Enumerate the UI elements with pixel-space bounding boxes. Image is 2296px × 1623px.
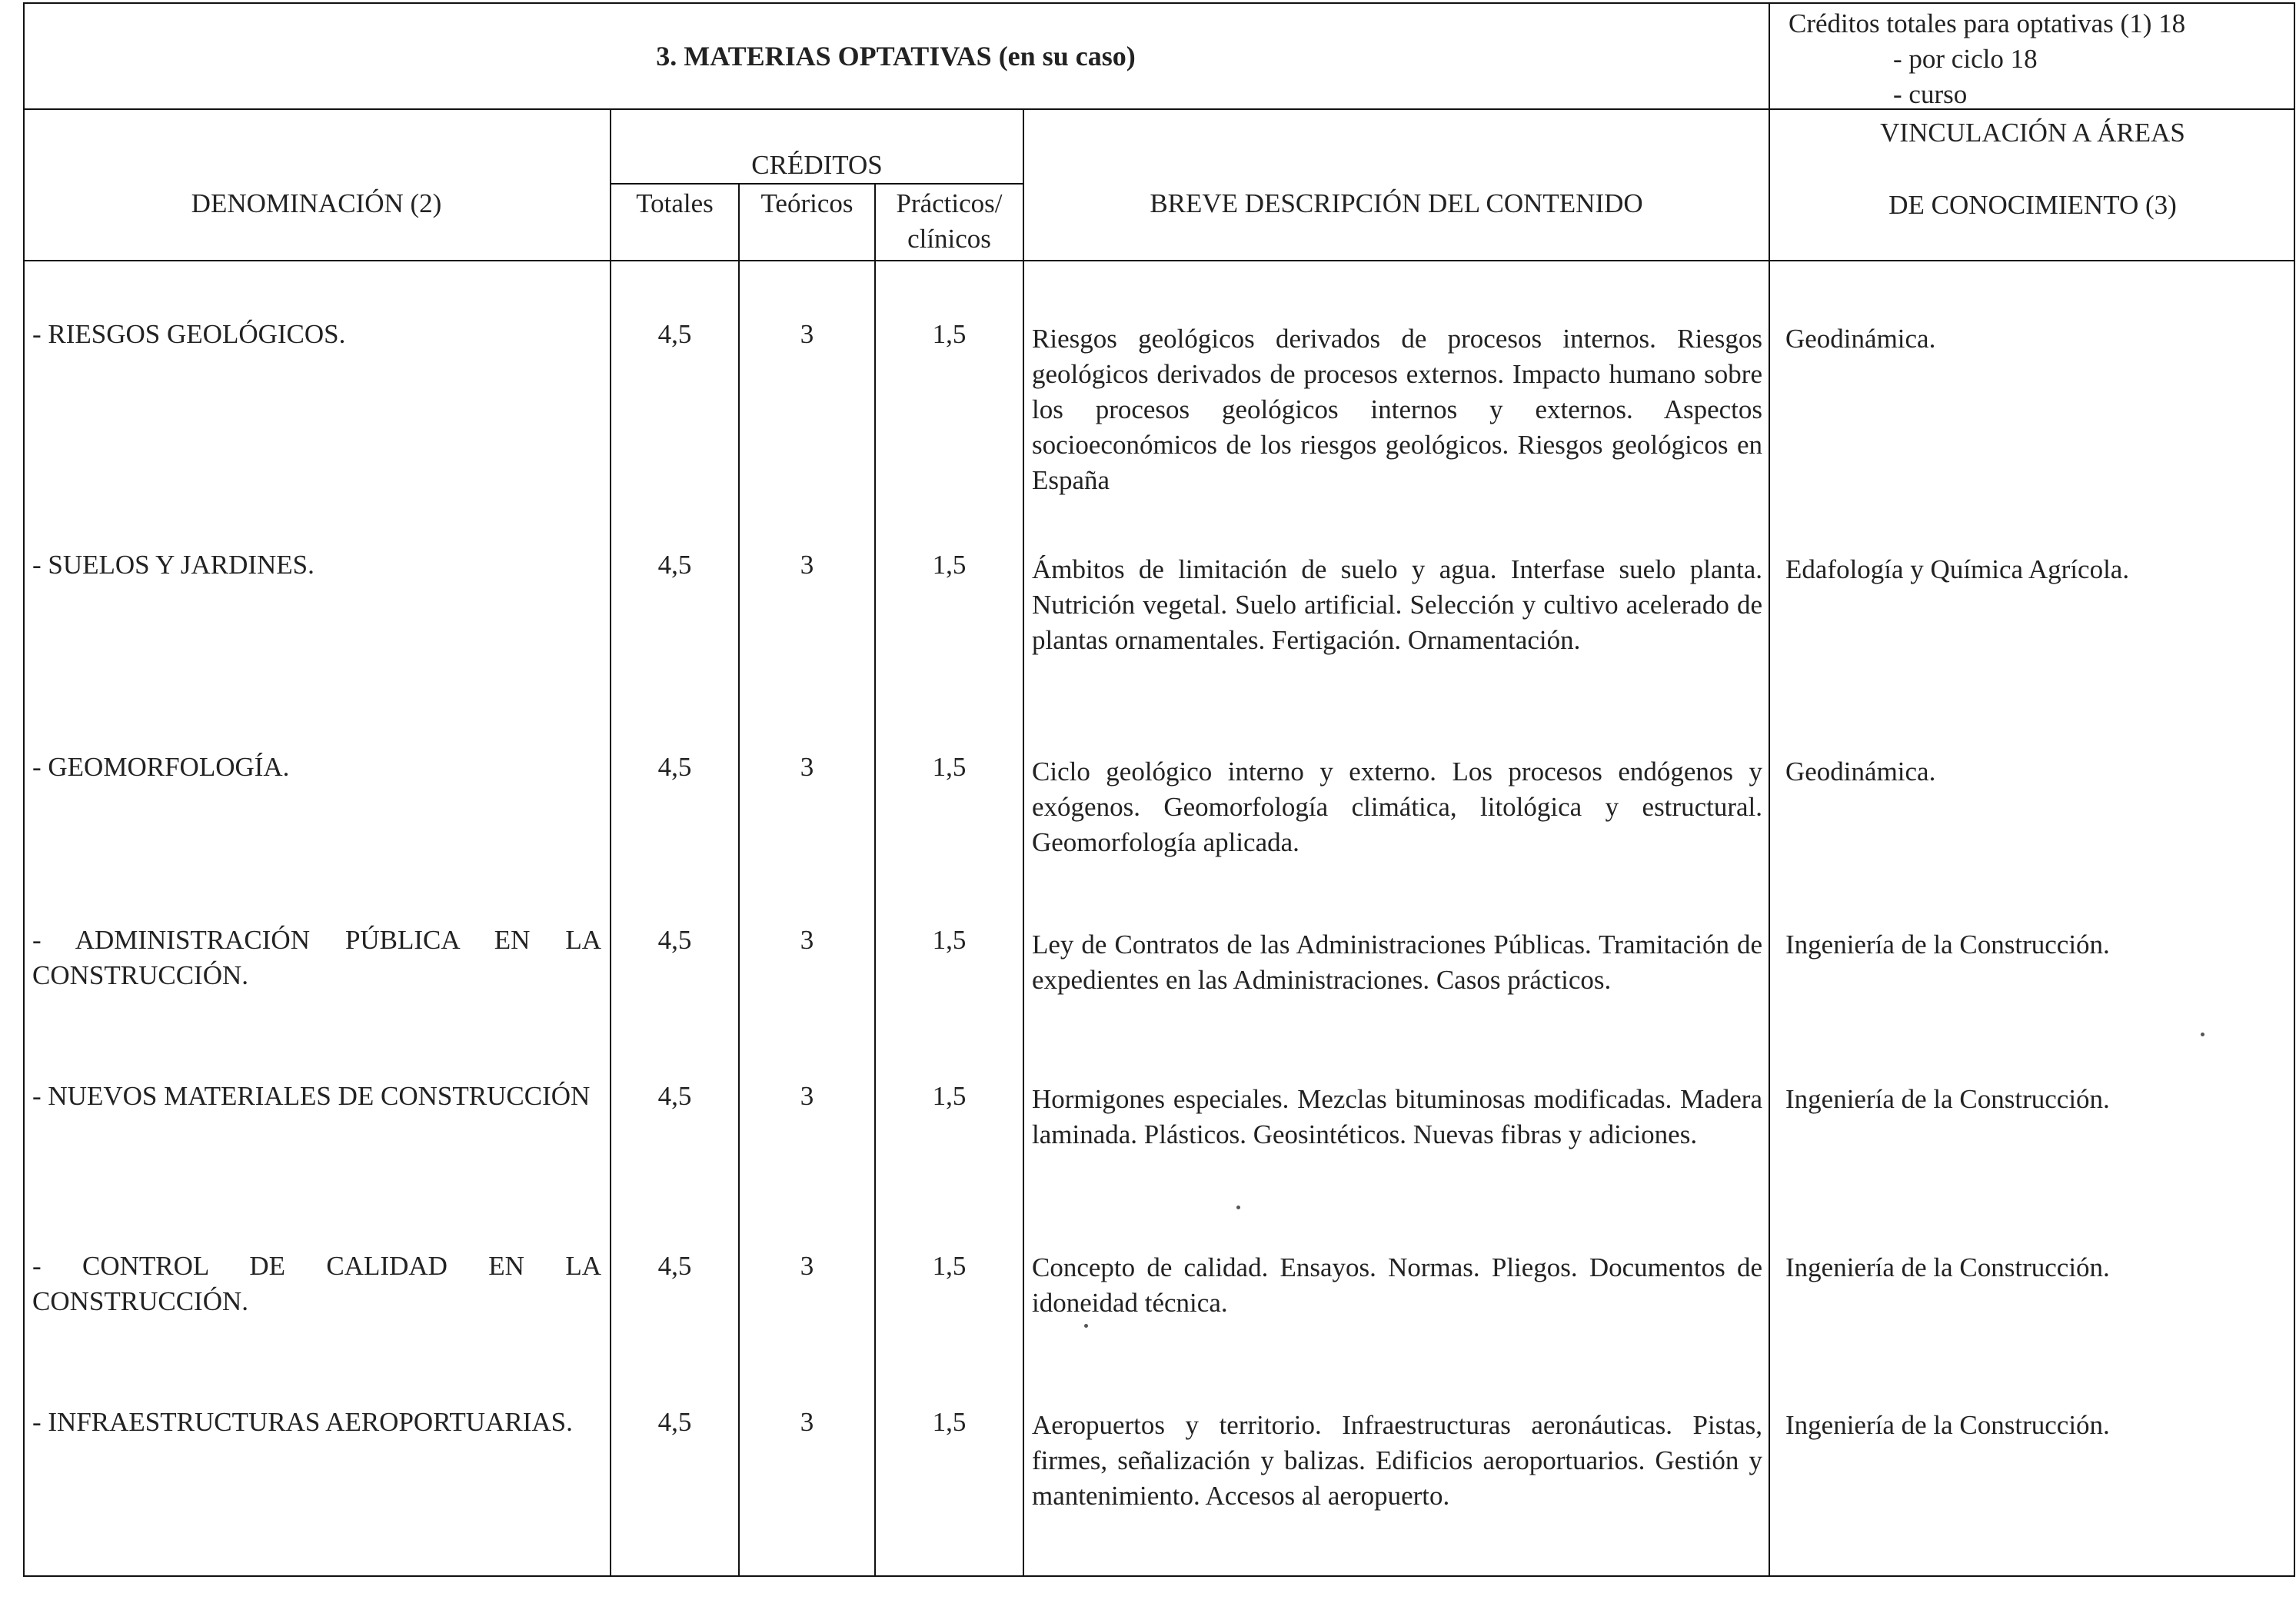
credits-totales: 4,5 bbox=[657, 550, 692, 580]
credits-practicos: 1,5 bbox=[932, 550, 967, 580]
credits-teoricos: 3 bbox=[800, 550, 814, 580]
credits-teoricos: 3 bbox=[800, 319, 814, 349]
scan-speck bbox=[1084, 1324, 1088, 1328]
knowledge-area: Ingeniería de la Construcción. bbox=[1785, 1410, 2110, 1440]
credits-practicos: 1,5 bbox=[932, 925, 967, 955]
subject-description: Ciclo geológico interno y externo. Los procesos endógenos y exógenos. Geomorfología climática, litológica y estructural. Geomorfología aplicada. bbox=[1032, 757, 1762, 857]
header-teoricos: Teóricos bbox=[760, 188, 854, 218]
credits-totales: 4,5 bbox=[657, 1081, 692, 1111]
credits-totales: 4,5 bbox=[657, 752, 692, 782]
credits-practicos: 1,5 bbox=[932, 1407, 967, 1437]
credits-practicos: 1,5 bbox=[932, 752, 967, 782]
credits-total: Créditos totales para optativas (1) 18 bbox=[1789, 8, 2186, 38]
subject-name: - RIESGOS GEOLÓGICOS. bbox=[32, 319, 346, 349]
subject-description: Riesgos geológicos derivados de procesos internos. Riesgos geológicos derivados de procesos externos. Impacto humano sobre los procesos geológicos internos y externos. Aspectos socioeconómicos de los riesgos geológicos. Riesgos geológicos en España bbox=[1032, 324, 1762, 495]
scan-speck bbox=[1236, 1206, 1240, 1209]
subject-description: Ley de Contratos de las Administraciones Públicas. Tramitación de expedientes en las Administraciones. Casos prácticos. bbox=[1032, 930, 1762, 995]
credits-practicos: 1,5 bbox=[932, 1081, 967, 1111]
header-totales: Totales bbox=[636, 188, 714, 218]
header-vinculacion-line2: DE CONOCIMIENTO (3) bbox=[1888, 190, 2177, 220]
subject-description: Hormigones especiales. Mezclas bituminosas modificadas. Madera laminada. Plásticos. Geosintéticos. Nuevas fibras y adiciones. bbox=[1032, 1084, 1762, 1149]
credits-totales: 4,5 bbox=[657, 925, 692, 955]
subject-name: - CONTROL DE CALIDAD EN LA CONSTRUCCIÓN. bbox=[32, 1251, 601, 1316]
subject-name: - ADMINISTRACIÓN PÚBLICA EN LA CONSTRUCCIÓN. bbox=[32, 925, 601, 990]
header-creditos: CRÉDITOS bbox=[751, 150, 883, 180]
subject-description: Ámbitos de limitación de suelo y agua. Interfase suelo planta. Nutrición vegetal. Suelo artificial. Selección y cultivo acelerado de plantas ornamentales. Fertigación. Ornamentación. bbox=[1032, 554, 1762, 655]
credits-teoricos: 3 bbox=[800, 1251, 814, 1281]
knowledge-area: Ingeniería de la Construcción. bbox=[1785, 1252, 2110, 1282]
credits-teoricos: 3 bbox=[800, 1081, 814, 1111]
knowledge-area: Ingeniería de la Construcción. bbox=[1785, 1084, 2110, 1114]
credits-course: - curso bbox=[1893, 79, 1968, 109]
credits-teoricos: 3 bbox=[800, 1407, 814, 1437]
header-practicos-line1: Prácticos/ bbox=[896, 188, 1003, 218]
subject-name: - INFRAESTRUCTURAS AEROPORTUARIAS. bbox=[32, 1407, 573, 1437]
scan-speck bbox=[2201, 1033, 2204, 1036]
col-divider-totales bbox=[738, 183, 740, 1577]
header-descripcion: BREVE DESCRIPCIÓN DEL CONTENIDO bbox=[1150, 188, 1643, 218]
col-divider-descripcion bbox=[1769, 108, 1770, 1577]
credits-totales: 4,5 bbox=[657, 1251, 692, 1281]
title-divider bbox=[1769, 2, 1770, 110]
col-divider-practicos bbox=[1023, 108, 1024, 1577]
subject-name: - NUEVOS MATERIALES DE CONSTRUCCIÓN bbox=[32, 1081, 591, 1111]
credits-teoricos: 3 bbox=[800, 925, 814, 955]
subject-name: - SUELOS Y JARDINES. bbox=[32, 550, 314, 580]
credits-practicos: 1,5 bbox=[932, 1251, 967, 1281]
subject-name: - GEOMORFOLOGÍA. bbox=[32, 752, 290, 782]
subject-description: Aeropuertos y territorio. Infraestructuras aeronáuticas. Pistas, firmes, señalización y balizas. Edificios aeroportuarios. Gestión y mantenimiento. Accesos al aeropuerto. bbox=[1032, 1410, 1762, 1511]
credits-teoricos: 3 bbox=[800, 752, 814, 782]
header-vinculacion-line1: VINCULACIÓN A ÁREAS bbox=[1880, 118, 2185, 148]
subject-description: Concepto de calidad. Ensayos. Normas. Pliegos. Documentos de idoneidad técnica. bbox=[1032, 1252, 1762, 1318]
header-practicos-line2: clínicos bbox=[907, 224, 991, 254]
column-header-rule bbox=[23, 260, 2295, 261]
credits-cycle: - por ciclo 18 bbox=[1893, 44, 2038, 74]
credits-totales: 4,5 bbox=[657, 1407, 692, 1437]
knowledge-area: Ingeniería de la Construcción. bbox=[1785, 930, 2110, 959]
page-title: 3. MATERIAS OPTATIVAS (en su caso) bbox=[656, 41, 1136, 72]
knowledge-area: Geodinámica. bbox=[1785, 757, 1936, 787]
header-denominacion: DENOMINACIÓN (2) bbox=[191, 188, 442, 218]
credits-practicos: 1,5 bbox=[932, 319, 967, 349]
col-divider-teoricos bbox=[874, 183, 876, 1577]
knowledge-area: Geodinámica. bbox=[1785, 324, 1936, 354]
credits-totales: 4,5 bbox=[657, 319, 692, 349]
knowledge-area: Edafología y Química Agrícola. bbox=[1785, 554, 2130, 584]
creditos-subheader-rule bbox=[610, 183, 1023, 185]
